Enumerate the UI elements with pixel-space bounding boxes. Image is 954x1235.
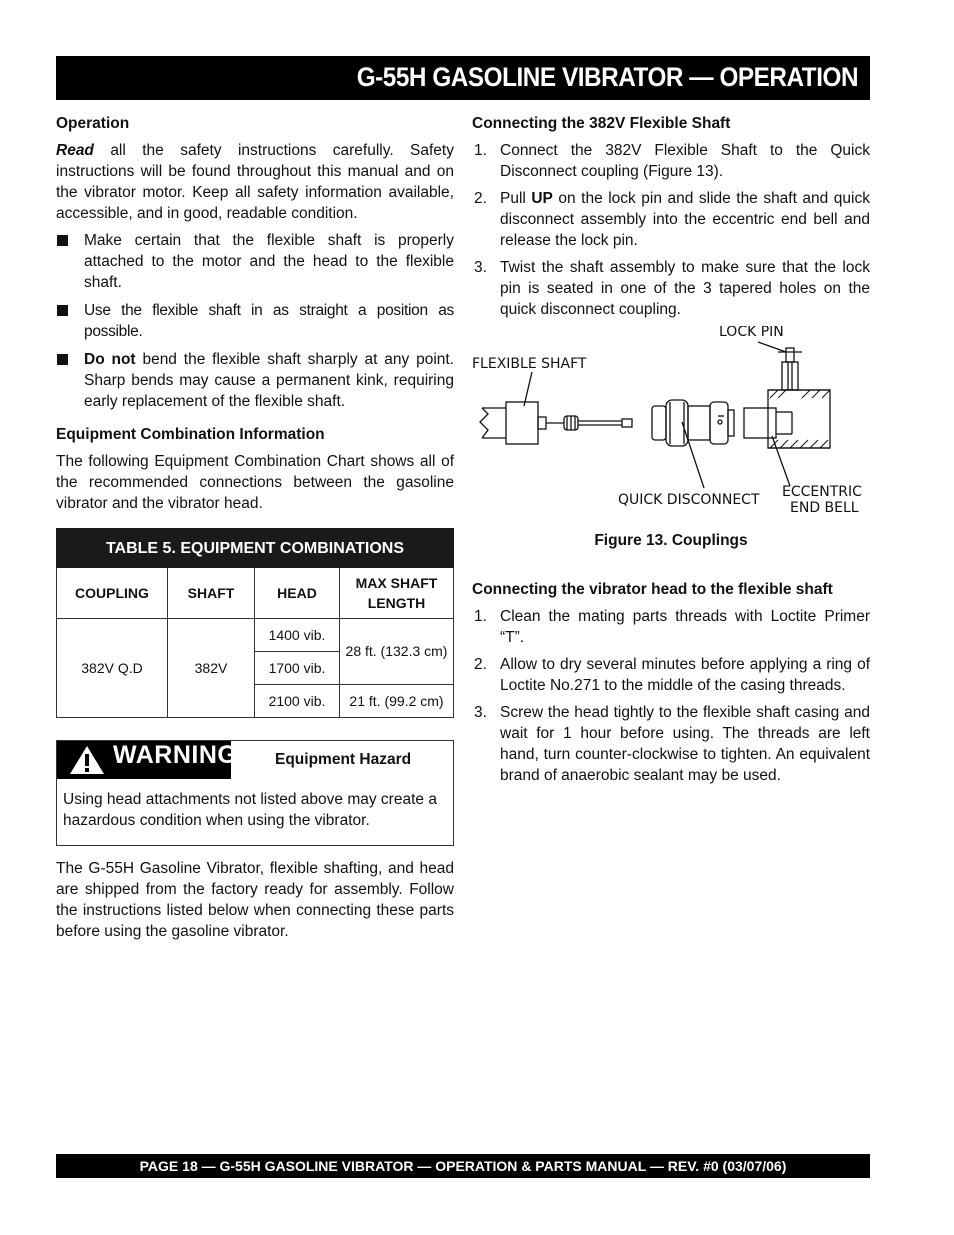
operation-intro-emph: Read — [56, 142, 94, 159]
bullet-square-icon — [57, 305, 68, 316]
step-text: Clean the mating parts threads with Loctite Primer “T”. — [500, 608, 870, 646]
table-cell-coupling: 382V Q.D — [57, 619, 168, 718]
table-cell-length: 21 ft. (99.2 cm) — [340, 685, 454, 718]
page-footer: PAGE 18 — G-55H GASOLINE VIBRATOR — OPERATION & PARTS MANUAL — REV. #0 (03/07/06) — [56, 1154, 870, 1178]
bullet-square-icon — [57, 354, 68, 365]
left-column — [56, 113, 454, 948]
step-text-pre: Pull — [500, 190, 532, 207]
bullet-item — [56, 300, 454, 342]
numbered-step: 3. Twist the shaft assembly to make sure that the lock pin is seated in one of the 3 tapered holes on the quick disconnect coupling. — [474, 259, 870, 318]
label-lock-pin: LOCK PIN — [719, 326, 784, 340]
label-end-bell: END BELL — [790, 500, 859, 516]
coupling-diagram — [472, 326, 870, 526]
figure-caption: Figure 13. Couplings — [594, 532, 748, 549]
step-text: Screw the head tightly to the flexible shaft casing and wait for 1 hour before using. The threads are left hand, turn counter-clockwise to tighten. An equivalent brand of anaerobic sealant may be used. — [500, 704, 870, 784]
numbered-step: 2. Allow to dry several minutes before applying a ring of Loctite No.271 to the middle of the casing threads. — [474, 656, 870, 694]
bullet-item — [56, 349, 454, 412]
connect-shaft-heading: Connecting the 382V Flexible Shaft — [472, 115, 731, 132]
combo-info-text: The following Equipment Combination Chart shows all of the recommended connections between the gasoline vibrator and the vibrator head. — [56, 453, 454, 512]
coupling-figure — [472, 326, 870, 526]
warning-title: Equipment Hazard — [275, 751, 412, 768]
bullet-emph: Do not — [84, 351, 136, 368]
warning-label: WARNING — [113, 741, 238, 769]
warning-text: Using head attachments not listed above may create a hazardous condition when using the vibrator. — [63, 791, 437, 829]
equipment-combinations-table — [56, 528, 454, 718]
table-header: COUPLING — [57, 568, 168, 619]
assembly-text: The G-55H Gasoline Vibrator, flexible shafting, and head are shipped from the factory ready for assembly. Follow the instructions listed below when connecting these parts before using the gasoline vibrator. — [56, 860, 454, 940]
step-text: Connect the 382V Flexible Shaft to the Quick Disconnect coupling (Figure 13). — [500, 142, 870, 180]
warning-triangle-icon — [69, 745, 105, 775]
bullet-text: bend the flexible shaft sharply at any point. Sharp bends may cause a permanent kink, requiring early replacement of the flexible shaft. — [84, 351, 454, 410]
bullet-item — [56, 230, 454, 293]
numbered-step: 2. Pull UP on the lock pin and slide the shaft and quick disconnect assembly into the eccentric end bell and release the lock pin. — [474, 190, 870, 249]
label-eccentric: ECCENTRIC — [782, 484, 862, 500]
table-caption: TABLE 5. EQUIPMENT COMBINATIONS — [57, 529, 454, 568]
label-flexible-shaft: FLEXIBLE SHAFT — [472, 356, 587, 372]
table-cell-length: 28 ft. (132.3 cm) — [340, 619, 454, 685]
title-bar — [56, 56, 870, 100]
step-text-emph: UP — [531, 190, 553, 207]
table-cell-head: 2100 vib. — [255, 685, 340, 718]
table-header: MAX SHAFT LENGTH — [340, 568, 454, 619]
step-text-post: on the lock pin and slide the shaft and quick disconnect assembly into the eccentric end bell and release the lock pin. — [500, 190, 870, 249]
table-cell-head: 1700 vib. — [255, 652, 340, 685]
numbered-step: 1. Clean the mating parts threads with Loctite Primer “T”. — [474, 608, 870, 646]
combo-info-heading: Equipment Combination Information — [56, 426, 325, 443]
table-header: HEAD — [255, 568, 340, 619]
connect-head-heading: Connecting the vibrator head to the flexible shaft — [472, 581, 833, 598]
numbered-step: 3. Screw the head tightly to the flexible shaft casing and wait for 1 hour before using. The threads are left hand, turn counter-clockwise to tighten. An equivalent brand of anaerobic sealant may be used. — [474, 704, 870, 784]
table-header: SHAFT — [168, 568, 255, 619]
warning-box — [56, 740, 454, 846]
step-text: Allow to dry several minutes before applying a ring of Loctite No.271 to the middle of the casing threads. — [500, 656, 870, 694]
operation-heading: Operation — [56, 115, 130, 132]
bullet-text: Make certain that the flexible shaft is properly attached to the motor and the head to the flexible shaft. — [84, 232, 454, 291]
warning-badge — [57, 741, 238, 779]
right-column — [472, 113, 870, 792]
table-cell-head: 1400 vib. — [255, 619, 340, 652]
label-quick-disconnect: QUICK DISCONNECT — [618, 492, 760, 508]
page-title: G-55H GASOLINE VIBRATOR — OPERATION — [356, 62, 858, 92]
bullet-square-icon — [57, 235, 68, 246]
step-text: Twist the shaft assembly to make sure that the lock pin is seated in one of the 3 tapered holes on the quick disconnect coupling. — [500, 259, 870, 318]
table-cell-shaft: 382V — [168, 619, 255, 718]
bullet-text: Use the flexible shaft in as straight a position as possible. — [84, 302, 454, 340]
numbered-step: 1. Connect the 382V Flexible Shaft to the Quick Disconnect coupling (Figure 13). — [474, 142, 870, 180]
operation-intro — [56, 140, 454, 224]
operation-intro-text: all the safety instructions carefully. Safety instructions will be found throughout this manual and on the vibrator motor. Keep all safety information available, accessible, and in good, readable condition. — [56, 142, 454, 222]
